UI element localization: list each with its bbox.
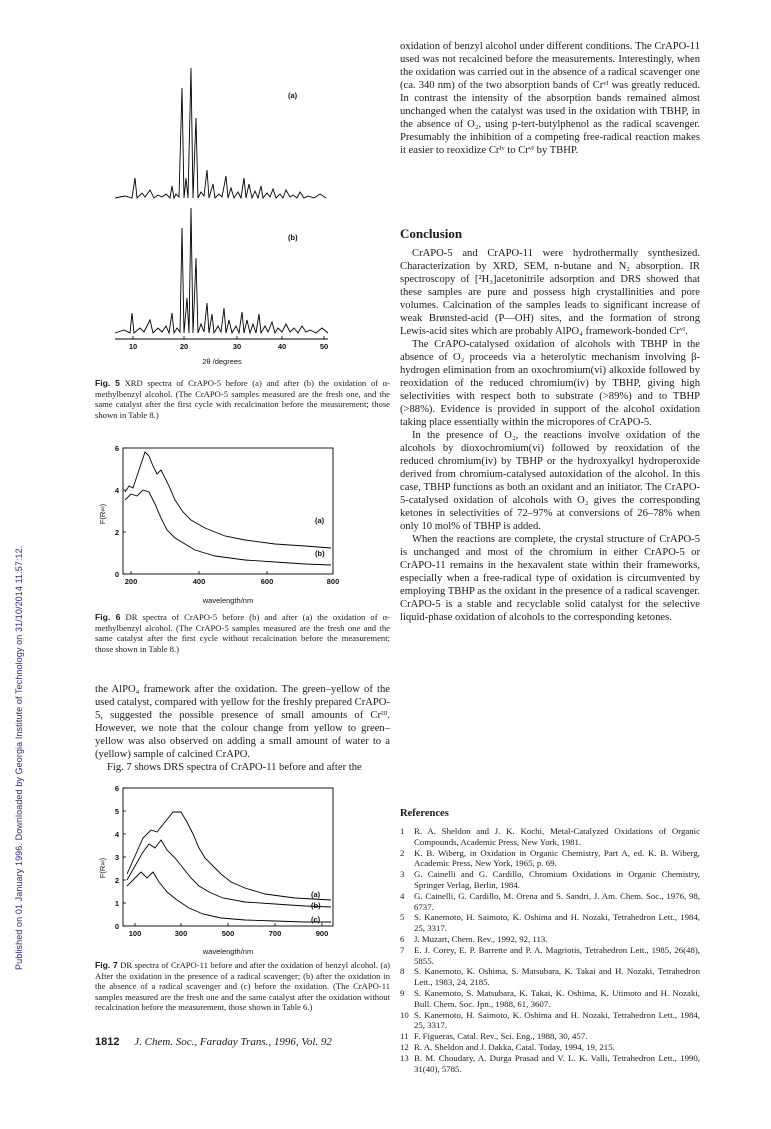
reference-text: B. M. Choudary, A. Durga Prasad and V. L. K. Valli, Tetrahedron Lett., 1990, 31(40), 5785. xyxy=(414,1052,700,1074)
reference-text: G. Cainelli, G. Cardillo, M. Orena and S. Sandri, J. Am. Chem. Soc., 1976, 98, 6737. xyxy=(414,890,700,912)
reference-text: F. Figueras, Catal. Rev., Sci. Eng., 1988, 30, 457. xyxy=(414,1031,588,1042)
reference-item xyxy=(400,912,700,934)
conclusion-heading: Conclusion xyxy=(400,226,463,241)
fig5-x-label: 2θ /degrees xyxy=(202,357,242,366)
reference-item xyxy=(400,869,700,891)
fig6-caption-label: Fig. 6 xyxy=(95,612,121,622)
reference-text: S. Kanemoto, K. Oshima, S. Matsubara, K. Takai and H. Nozaki, Tetrahedron Lett., 1983, 24, 2185. xyxy=(414,966,700,988)
reference-number: 12 xyxy=(400,1041,409,1052)
reference-number: 8 xyxy=(400,966,405,977)
axis-tick-label: 600 xyxy=(260,577,274,586)
reference-item xyxy=(400,1031,700,1042)
fig7-y-ticks xyxy=(115,784,126,931)
reference-number: 3 xyxy=(400,869,405,880)
reference-text: E. J. Corey, E. P. Barrette and P. A. Magriotis, Tetrahedron Lett., 1985, 26(48), 5855. xyxy=(414,944,700,966)
fig7-x-ticks xyxy=(129,923,329,938)
axis-tick-label: 30 xyxy=(232,342,242,351)
axis-tick-label: 700 xyxy=(268,929,282,938)
reference-item xyxy=(400,988,700,1010)
axis-tick-label: 6 xyxy=(114,444,119,453)
reference-item xyxy=(400,848,700,870)
conclusion-paragraph-2: The CrAPO-catalysed oxidation of alcohols with TBHP in the absence of O₂ proceeds via a heterolytic mechanism involving β-hydrogen elimination from an oxochromium(vi) alkoxide followed by reoxidation of the reduced chromium(iv) by TBHP, giving high selectivities with respect both to substrate (>89%) and to TBHP (>88%). Evidence is provided in support of the alcohol oxidation taking place essentially within the micropores of CrAPO-5. xyxy=(400,339,700,428)
right-paragraph-1: oxidation of benzyl alcohol under different conditions. The CrAPO-11 used was not recalcined before the measurements. Interestingly, when the oxidation was carried out in the absence of a radical scavenger one (ca. 340 nm) of the two absorption bands of Crᵛᴵ was greatly reduced. In contrast the intensity of the absorption bands remained almost unchanged when the catalyst was used in the oxidation with TBHP, in the absence of O₂, using p-tert-butylphenol as the radical scavenger. Presumably the inhibition of a competing free-radical reaction makes it easier to reoxidize Crᴵᵛ to Crᵛᴵ by TBHP. xyxy=(400,41,700,156)
fig7-y-label: F(R∞) xyxy=(98,857,107,879)
axis-tick-label: 6 xyxy=(114,784,119,793)
reference-item xyxy=(400,966,700,988)
fig7-x-label: wavelength/nm xyxy=(202,947,254,956)
fig6-dr-chart xyxy=(95,440,350,610)
fig6-caption-text: DR spectra of CrAPO-5 before (b) and after (a) the oxidation of α-methylbenzyl alcohol. (The CrAPO-5 samples measured are the fresh one and the same catalyst after the first cycle without recalcination before the measurement; those shown in Table 8.) xyxy=(95,612,390,654)
reference-item xyxy=(400,891,700,913)
left-body-text xyxy=(95,683,390,774)
reference-number: 10 xyxy=(400,1009,409,1020)
reference-number: 5 xyxy=(400,912,405,923)
fig6-y-label: F(R∞) xyxy=(98,503,107,525)
axis-tick-label: 2 xyxy=(114,528,119,537)
fig5-trace-b xyxy=(115,208,328,333)
axis-tick-label: 20 xyxy=(179,342,189,351)
reference-text: S. Kanemoto, S. Matsubara, K. Takai, K. Oshima, K. Utimoto and H. Nozaki, Bull. Chem. Soc. Jpn., 1988, 61, 3607. xyxy=(414,987,700,1009)
fig6-label-b: (b) xyxy=(315,549,325,558)
reference-item xyxy=(400,1053,700,1075)
fig5-trace-a xyxy=(115,68,326,198)
reference-item xyxy=(400,1010,700,1032)
fig7-caption-label: Fig. 7 xyxy=(95,960,118,970)
download-watermark-text: Published on 01 January 1996. Downloaded by Georgia Institute of Technology on 31/10/2014 11:57:12. xyxy=(14,545,24,970)
references-list xyxy=(400,826,700,1074)
reference-item xyxy=(400,945,700,967)
reference-number: 9 xyxy=(400,987,405,998)
reference-item xyxy=(400,1042,700,1053)
axis-tick-label: 2 xyxy=(114,876,119,885)
conclusion-paragraph-1: CrAPO-5 and CrAPO-11 were hydrothermally synthesized. Characterization by XRD, SEM, n-butane and N₂ absorption. IR spectroscopy of [²H₃]acetonitrile adsorption and DRS showed that these samples are pure and possess high crystallinities and pore volumes. Calcination of the samples leads to significant increase of weak Brønsted-acid (P—OH) sites, and the formation of strong Lewis-acid sites which are probably AlPO₄ framework-bonded Crᵛᴵ. xyxy=(400,248,700,337)
download-watermark xyxy=(2,150,24,970)
reference-text: S. Kanemoto, H. Saimoto, K. Oshima and H. Nozaki, Tetrahedron Lett., 1984, 25, 3317. xyxy=(414,1009,700,1031)
fig5-x-ticks xyxy=(129,336,328,351)
axis-tick-label: 500 xyxy=(221,929,235,938)
axis-tick-label: 100 xyxy=(128,929,142,938)
left-paragraph-2: Fig. 7 shows DRS spectra of CrAPO-11 before and after the xyxy=(107,762,362,773)
reference-number: 7 xyxy=(400,944,405,955)
fig6-trace-b xyxy=(125,490,331,565)
fig7-trace-b xyxy=(127,840,331,907)
reference-number: 11 xyxy=(400,1031,409,1042)
axis-tick-label: 40 xyxy=(277,342,287,351)
reference-item xyxy=(400,934,700,945)
fig5-caption-label: Fig. 5 xyxy=(95,378,120,388)
fig6-y-ticks xyxy=(115,444,126,579)
conclusion-text xyxy=(400,247,700,624)
fig6-x-ticks xyxy=(125,571,340,586)
axis-tick-label: 200 xyxy=(124,577,138,586)
axis-tick-label: 4 xyxy=(114,486,119,495)
reference-text: R. A. Sheldon and J. Dakka, Catal. Today, 1994, 19, 215. xyxy=(414,1041,615,1052)
reference-text: G. Cainelli and G. Cardillo, Chromium Oxidations in Organic Chemistry, Springer Verlag, Berlin, 1984. xyxy=(414,869,700,890)
fig7-caption xyxy=(95,960,390,1013)
reference-item xyxy=(400,826,700,848)
fig7-frame xyxy=(123,788,333,926)
axis-tick-label: 900 xyxy=(315,929,329,938)
fig7-label-a: (a) xyxy=(311,890,321,899)
fig7-trace-c xyxy=(127,872,331,922)
reference-number: 6 xyxy=(400,933,405,944)
fig5-label-b: (b) xyxy=(288,233,298,242)
reference-number: 4 xyxy=(400,890,405,901)
axis-tick-label: 800 xyxy=(326,577,340,586)
axis-tick-label: 5 xyxy=(114,807,119,816)
left-paragraph-1: the AlPO₄ framework after the oxidation. The green–yellow of the used catalyst, compared with yellow for the freshly prepared CrAPO-5, suggested the possible presence of small amounts of Crᴵᴵᴵ. However, we note that the colour change from yellow to green–yellow was also observed on adding a small amount of water to a (yellow) sample of calcined CrAPO. xyxy=(95,684,390,760)
axis-tick-label: 0 xyxy=(114,922,119,931)
reference-text: S. Kanemoto, H. Saimoto, K. Oshima and H. Nozaki, Tetrahedron Lett., 1984, 25, 3317. xyxy=(414,912,700,934)
fig6-x-label: wavelength/nm xyxy=(202,596,254,605)
axis-tick-label: 50 xyxy=(319,342,329,351)
reference-text: R. A. Sheldon and J. K. Kochi, Metal-Catalyzed Oxidations of Organic Compounds, Academic Press, New York, 1981. xyxy=(414,826,700,847)
axis-tick-label: 3 xyxy=(114,853,119,862)
fig6-label-a: (a) xyxy=(315,516,325,525)
fig6-caption xyxy=(95,612,390,654)
journal-citation: J. Chem. Soc., Faraday Trans., 1996, Vol. 92 xyxy=(134,1036,332,1048)
reference-number: 2 xyxy=(400,847,405,858)
fig5-caption xyxy=(95,378,390,420)
fig5-caption-text: XRD spectra of CrAPO-5 before (a) and after (b) the oxidation of α-methylbenzyl alcohol. (The CrAPO-5 samples measured are the fresh one, and the same catalyst after the first cycle with recalcination before the measurement; those shown in Table 8.) xyxy=(95,378,390,420)
axis-tick-label: 0 xyxy=(114,570,119,579)
reference-text: J. Muzart, Chem. Rev., 1992, 92, 113. xyxy=(414,933,548,944)
fig7-label-c: (c) xyxy=(311,915,321,924)
right-intro-text xyxy=(400,40,700,157)
fig5-label-a: (a) xyxy=(288,91,298,100)
fig5-xrd-chart xyxy=(110,58,340,368)
fig7-label-b: (b) xyxy=(311,901,321,910)
page-number: 1812 xyxy=(95,1036,120,1048)
axis-tick-label: 400 xyxy=(192,577,206,586)
reference-text: K. B. Wiberg, in Oxidation in Organic Chemistry, Part A, ed. K. B. Wiberg, Academic Press, New York, 1965, p. 69. xyxy=(414,847,700,869)
fig7-caption-text: DR spectra of CrAPO-11 before and after the oxidation of benzyl alcohol. (a) After the oxidation in the presence of a radical scavenger; (b) after the oxidation in the absence of a radical scavenger and (c) before the oxidation. (The CrAPO-11 samples measured are the fresh one and the same catalyst after the oxidation without recalcination before the measurement, those shown in Table 6.) xyxy=(95,960,390,1013)
axis-tick-label: 10 xyxy=(128,342,138,351)
conclusion-paragraph-4: When the reactions are complete, the crystal structure of CrAPO-5 is unchanged and most of the chromium in either CrAPO-5 or CrAPO-11 remains in the hexavalent state within their frameworks, especially when a free-radical type of oxidation is circumvented by employing TBHP as the oxidant in the presence of a radical scavenger. CrAPO-5 is a stable and recyclable solid catalyst for the selective liquid-phase oxidation of alcohols to the corresponding ketones. xyxy=(400,534,700,623)
fig7-dr-chart xyxy=(95,782,350,962)
axis-tick-label: 300 xyxy=(174,929,188,938)
axis-tick-label: 4 xyxy=(114,830,119,839)
page-footer xyxy=(95,1036,332,1048)
fig7-trace-a xyxy=(127,812,331,900)
reference-number: 1 xyxy=(400,826,405,836)
references-heading: References xyxy=(400,808,449,819)
conclusion-paragraph-3: In the presence of O₂, the reactions involve oxidation of the alcohols by dioxochromium(vi) followed by reoxidation of the reduced chromium(iv) by TBHP or the hydroxyalkyl hydroperoxide derived from chromium-catalysed autoxidation of the alcohol. In this case, TBHP functions as both an oxidant and an initiator. The CrAPO-5-catalysed oxidation of alcohols with O₂ gives the corresponding ketones in selectivities of 72–97% at conversions of 26–78% when only 10 mol% of TBHP is added. xyxy=(400,430,700,532)
fig6-trace-a xyxy=(125,452,331,548)
fig6-frame xyxy=(123,448,333,574)
axis-tick-label: 1 xyxy=(114,899,119,908)
reference-number: 13 xyxy=(400,1052,409,1063)
